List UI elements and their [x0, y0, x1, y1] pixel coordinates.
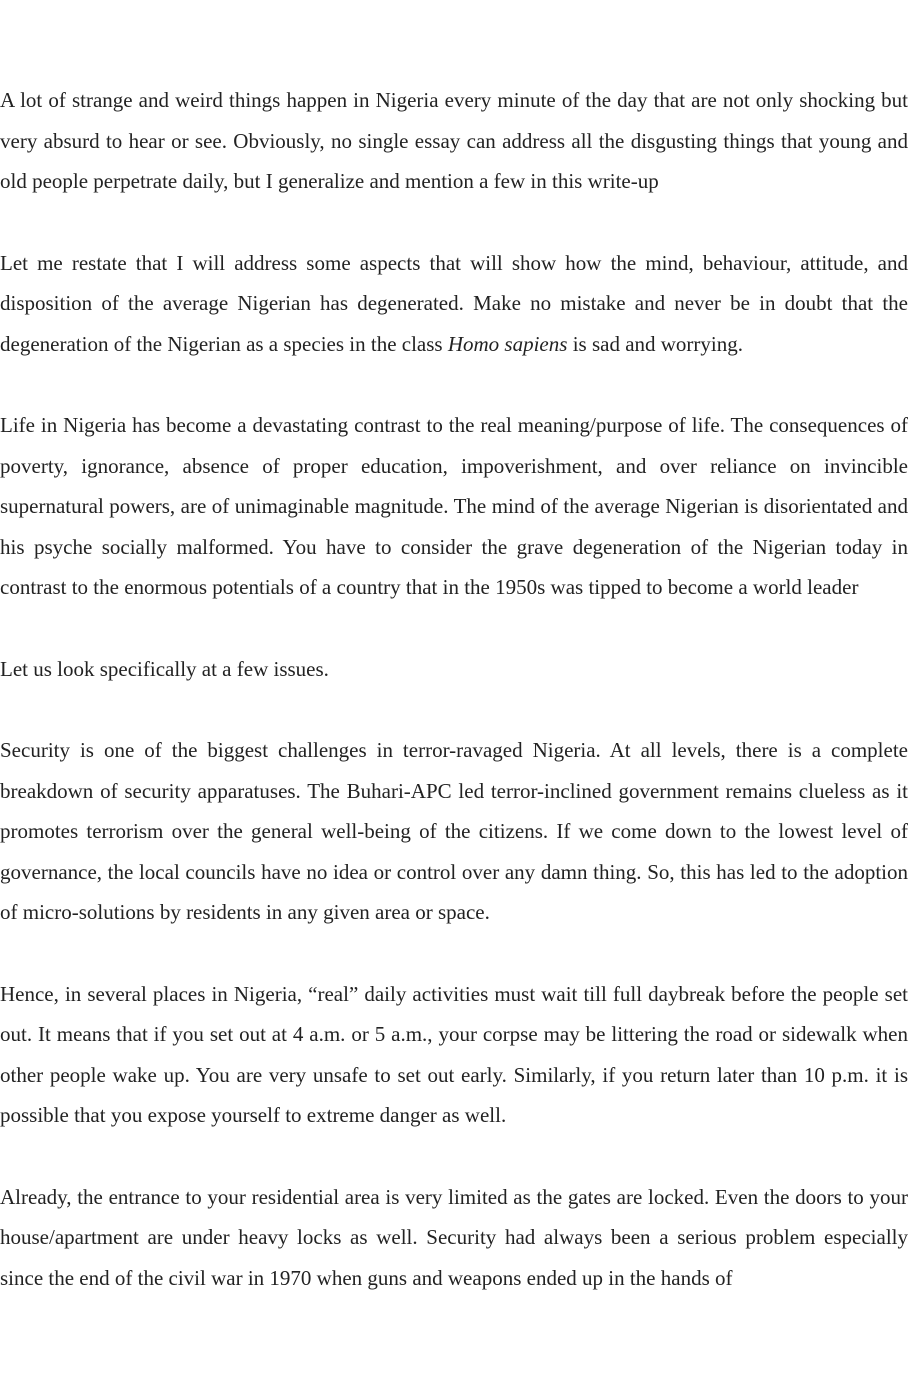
paragraph-restate — [0, 243, 908, 365]
paragraph-restate-end: is sad and worrying. — [567, 331, 743, 356]
paragraph-security: Security is one of the biggest challenges in terror-ravaged Nigeria. At all levels, there is a complete breakdown of security apparatuses. The Buhari-APC led terror-inclined government remains clueless as it promotes terrorism over the general well-being of the citizens. If we come down to the lowest level of governance, the local councils have no idea or control over any damn thing. So, this has led to the adoption of micro-solutions by residents in any given area or space. — [0, 738, 908, 924]
paragraph-issues-intro: Let us look specifically at a few issues. — [0, 656, 329, 681]
paragraph-daily-activities: Hence, in several places in Nigeria, “real” daily activities must wait till full daybreak before the people set out. It means that if you set out at 4 a.m. or 5 a.m., your corpse may be littering the road or sidewalk when other people wake up. You are very unsafe to set out early. Similarly, if you return later than 10 p.m. it is possible that you expose yourself to extreme danger as well. — [0, 981, 908, 1127]
article-body — [0, 80, 908, 1339]
paragraph-life-in-nigeria: Life in Nigeria has become a devastating contrast to the real meaning/purpose of life. The consequences of poverty, ignorance, absence of proper education, impoverishment, and over reliance on invincible supernatural powers, are of unimaginable magnitude. The mind of the average Nigerian is disorientated and his psyche socially malformed. You have to consider the grave degeneration of the Nigerian today in contrast to the enormous potentials of a country that in the 1950s was tipped to become a world leader — [0, 413, 908, 599]
paragraph-restate-text: Let me restate that I will address some aspects that will show how the mind, behaviour, attitude, and disposition of the average Nigerian has degenerated. Make no mistake and never be in doubt that the degeneration of the Nigerian as a species in the class — [0, 250, 908, 356]
paragraph-intro: A lot of strange and weird things happen in Nigeria every minute of the day that are not only shocking but very absurd to hear or see. Obviously, no single essay can address all the disgusting things that young and old people perpetrate daily, but I generalize and mention a few in this write-up — [0, 88, 908, 193]
species-name-italic: Homo sapiens — [447, 331, 568, 356]
paragraph-residential-access: Already, the entrance to your residential area is very limited as the gates are locked. Even the doors to your house/apartment are under heavy locks as well. Security had always been a serious problem especially since the end of the civil war in 1970 when guns and weapons ended up in the hands of — [0, 1184, 908, 1290]
